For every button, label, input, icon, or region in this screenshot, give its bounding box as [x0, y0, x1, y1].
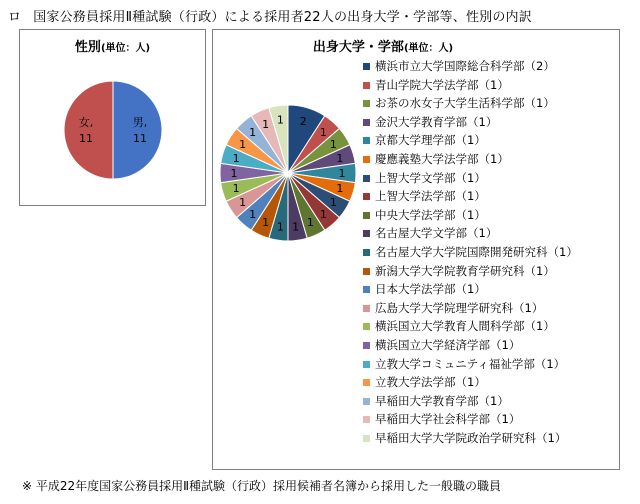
- legend-swatch: [363, 63, 370, 70]
- gender-chart-title-text: 性別: [74, 40, 101, 55]
- legend-label: 早稲田大学大学院政治学研究科（1）: [375, 430, 567, 445]
- legend-item: [363, 336, 578, 355]
- title-bullet: ロ: [8, 10, 22, 25]
- legend-swatch: [363, 193, 370, 200]
- legend-swatch: [363, 435, 370, 442]
- legend-label: 新潟大学大学院教育学研究科（1）: [375, 263, 555, 278]
- slice-category-label: 男,: [132, 116, 148, 129]
- legend-item: [363, 150, 578, 169]
- legend-item: [363, 243, 578, 262]
- gender-pie-chart: [20, 30, 205, 205]
- slice-value-label: 1: [262, 216, 270, 230]
- legend-swatch: [363, 137, 370, 144]
- gender-chart-unit: (単位：人): [100, 43, 151, 54]
- slice-value-label: 2: [299, 115, 307, 129]
- slice-value-label: 1: [249, 126, 257, 140]
- legend-swatch: [363, 82, 370, 89]
- legend-item: [363, 224, 578, 243]
- slice-value-label: 1: [306, 216, 314, 230]
- slice-category-label: 女,: [78, 116, 94, 129]
- slice-value-label: 1: [276, 113, 284, 127]
- school-chart-panel: [212, 29, 620, 470]
- legend-swatch: [363, 379, 370, 386]
- page-title-text: 国家公務員採用Ⅱ種試験（行政）による採用者22人の出身大学・学部等、性別の内訳: [33, 10, 532, 25]
- slice-value-label: 1: [239, 137, 247, 151]
- legend-item: [363, 169, 578, 188]
- legend-item: [363, 131, 578, 150]
- legend-item: [363, 94, 578, 113]
- footnote: ※ 平成22年度国家公務員採用Ⅱ種試験（行政）採用候補者名簿から採用した一般職の職員: [22, 479, 502, 493]
- legend-label: 名古屋大学文学部（1）: [375, 226, 498, 241]
- legend-swatch: [363, 342, 370, 349]
- legend-swatch: [363, 212, 370, 219]
- slice-value-label: 1: [232, 151, 240, 165]
- legend-label: 京都大学理学部（1）: [375, 133, 486, 148]
- school-chart-title-text: 出身大学・学部: [312, 40, 404, 55]
- pie-slice: [64, 81, 113, 179]
- legend-item: [363, 280, 578, 299]
- pie-slice: [113, 81, 162, 179]
- school-chart-legend: [363, 57, 578, 447]
- legend-item: [363, 206, 578, 225]
- legend-swatch: [363, 249, 370, 256]
- legend-item: [363, 373, 578, 392]
- slice-value-label: 1: [276, 220, 284, 234]
- legend-item: [363, 76, 578, 95]
- school-chart-unit: (単位：人): [403, 43, 454, 54]
- legend-item: [363, 113, 578, 132]
- legend-item: [363, 429, 578, 448]
- slice-value-label: 1: [262, 117, 270, 131]
- legend-swatch: [363, 230, 370, 237]
- school-chart-title: [283, 36, 483, 55]
- legend-label: 名古屋大学大学院国際開発研究科（1）: [375, 244, 578, 259]
- legend-label: 早稲田大学社会科学部（1）: [375, 412, 521, 427]
- legend-label: 早稲田大学教育学部（1）: [375, 393, 509, 408]
- legend-item: [363, 299, 578, 318]
- slice-value-label: 11: [79, 132, 93, 145]
- slice-value-label: 1: [232, 182, 240, 196]
- legend-swatch: [363, 398, 370, 405]
- slice-value-label: 1: [336, 151, 344, 165]
- legend-label: 立教大学コミュニティ福祉学部（1）: [375, 356, 566, 371]
- slice-value-label: 1: [329, 137, 337, 151]
- legend-swatch: [363, 323, 370, 330]
- legend-swatch: [363, 100, 370, 107]
- slice-value-label: 11: [133, 132, 147, 145]
- legend-label: 上智大学法学部（1）: [375, 189, 486, 204]
- legend-label: 金沢大学教育学部（1）: [375, 114, 498, 129]
- legend-item: [363, 187, 578, 206]
- legend-label: 横浜国立大学教育人間科学部（1）: [375, 319, 555, 334]
- legend-item: [363, 262, 578, 281]
- legend-swatch: [363, 119, 370, 126]
- legend-label: 上智大学文学部（1）: [375, 170, 486, 185]
- legend-item: [363, 392, 578, 411]
- legend-label: 慶應義塾大学法学部（1）: [375, 151, 509, 166]
- legend-item: [363, 355, 578, 374]
- slice-value-label: 1: [319, 126, 327, 140]
- slice-value-label: 1: [319, 207, 327, 221]
- slice-value-label: 1: [292, 220, 300, 234]
- legend-swatch: [363, 286, 370, 293]
- legend-label: 広島大学大学院理学研究科（1）: [375, 300, 544, 315]
- slice-value-label: 1: [249, 207, 257, 221]
- slice-value-label: 1: [338, 167, 346, 180]
- legend-swatch: [363, 268, 370, 275]
- legend-label: お茶の水女子大学生活科学部（1）: [375, 96, 555, 111]
- gender-chart-panel: [19, 29, 206, 206]
- legend-swatch: [363, 305, 370, 312]
- legend-item: [363, 57, 578, 76]
- legend-label: 青山学院大学法学部（1）: [375, 77, 509, 92]
- legend-label: 横浜国立大学経済学部（1）: [375, 337, 521, 352]
- slice-value-label: 1: [329, 196, 337, 210]
- legend-item: [363, 317, 578, 336]
- legend-item: [363, 410, 578, 429]
- school-pie-chart: [213, 70, 363, 270]
- legend-swatch: [363, 361, 370, 368]
- slice-value-label: 1: [239, 196, 247, 210]
- slice-value-label: 1: [230, 167, 238, 180]
- legend-label: 中央大学法学部（1）: [375, 207, 486, 222]
- legend-label: 立教大学法学部（1）: [375, 375, 486, 390]
- legend-swatch: [363, 416, 370, 423]
- page-title: [8, 6, 532, 25]
- legend-label: 日本大学法学部（1）: [375, 282, 486, 297]
- legend-swatch: [363, 175, 370, 182]
- slice-value-label: 1: [336, 182, 344, 196]
- legend-label: 横浜市立大学国際総合科学部（2）: [375, 59, 555, 73]
- legend-swatch: [363, 156, 370, 163]
